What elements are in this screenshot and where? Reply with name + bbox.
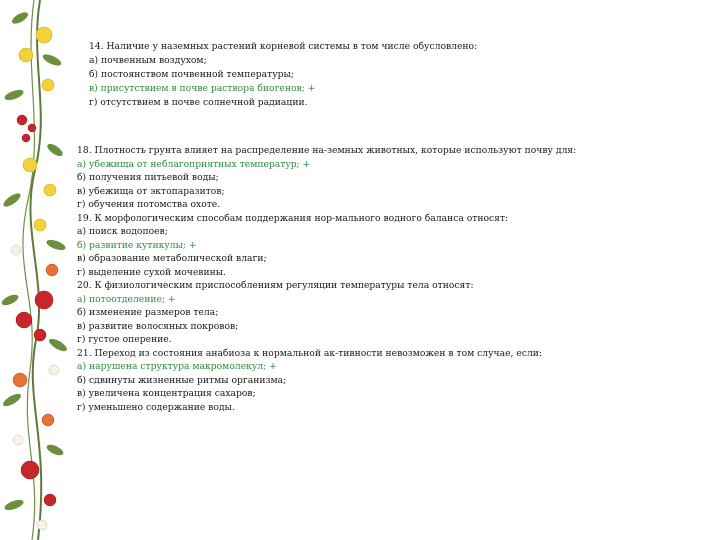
question-19-text: 19. К морфологическим способам поддержания нор-мального водного баланса относят: — [77, 212, 509, 224]
answer-option: в) развитие волосяных покровов; — [77, 320, 239, 332]
answer-option: г) уменьшено содержание воды. — [77, 401, 235, 413]
answer-option-correct: а) потоотделение; + — [77, 293, 176, 305]
floral-border-icon — [0, 0, 72, 540]
answer-option-correct: в) присутствием в почве раствора биогенов; + — [89, 83, 316, 94]
question-14-text: 14. Наличие у наземных растений корневой системы в том числе обусловлено: — [89, 41, 478, 52]
question-20-text: 20. К физиологическим приспособлениям регуляции температуры тела относят: — [77, 280, 474, 291]
answer-option: г) густое оперение. — [77, 334, 172, 345]
answer-option-correct: б) развитие кутикулы; + — [77, 239, 197, 251]
question-21-text: 21. Переход из состояния анабиоза к нормальной ак-тивности невозможен в том случае, если: — [77, 347, 543, 359]
answer-option: г) выделение сухой мочевины. — [77, 266, 226, 278]
answer-option: г) обучения потомства охоте. — [77, 199, 221, 210]
answer-option: а) поиск водопоев; — [77, 226, 168, 237]
questions-18-21-block — [77, 144, 576, 414]
question-14-block — [89, 40, 477, 110]
answer-option: а) почвенным воздухом; — [89, 55, 207, 66]
question-18-text: 18. Плотность грунта влияет на распределение на-земных животных, которые используют почву для: — [77, 145, 577, 156]
answer-option-correct: а) убежища от неблагоприятных температур; + — [77, 158, 311, 170]
answer-option: в) убежища от эктопаразитов; — [77, 185, 225, 197]
answer-option: г) отсутствием в почве солнечной радиации. — [89, 97, 308, 108]
answer-option: в) увеличена концентрация сахаров; — [77, 388, 256, 399]
answer-option: в) образование метаболической влаги; — [77, 253, 267, 264]
answer-option: б) постоянством почвенной температуры; — [89, 69, 294, 80]
answer-option: б) изменение размеров тела; — [77, 307, 219, 318]
answer-option-correct: а) нарушена структура макромолекул; + — [77, 361, 277, 372]
answer-option: б) получения питьевой воды; — [77, 172, 219, 183]
answer-option: б) сдвинуты жизненные ритмы организма; — [77, 374, 287, 386]
